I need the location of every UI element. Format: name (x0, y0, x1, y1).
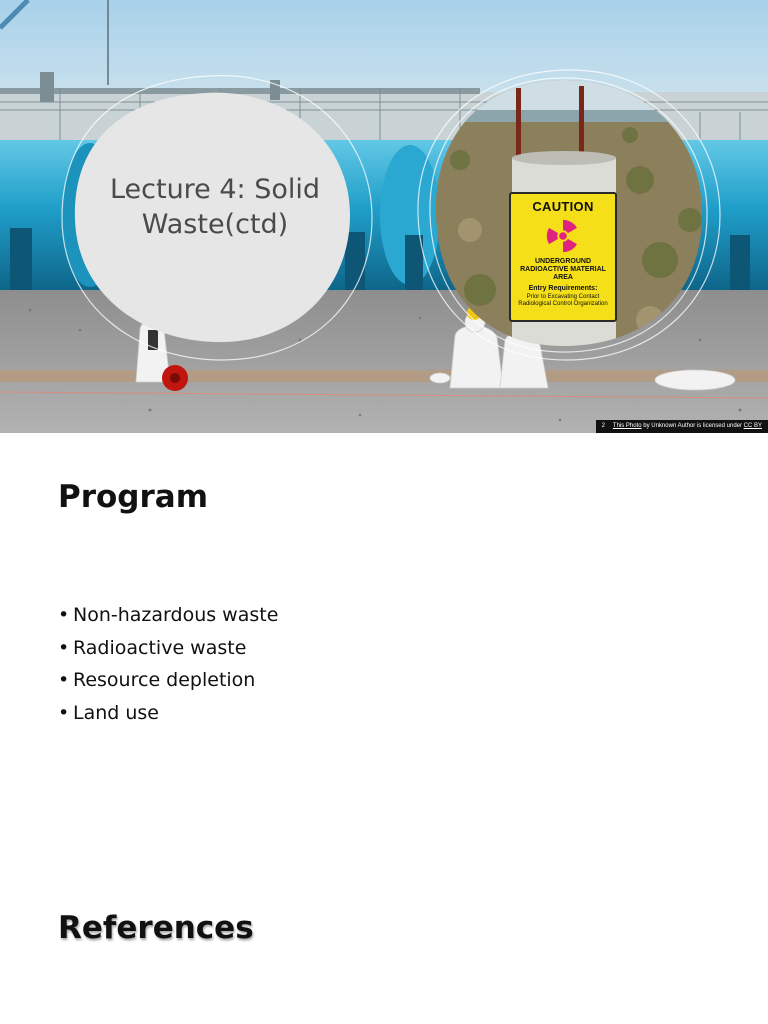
title-line-2: Waste(ctd) (141, 209, 289, 240)
bullet-item (58, 664, 278, 697)
caution-instructions-text: Prior to Excavating Contact Radiological Control Organization (518, 294, 608, 307)
bullet-icon: • (58, 701, 70, 724)
title-slide (0, 0, 768, 433)
bullet-text: Radioactive waste (73, 636, 247, 659)
bullet-text: Non-hazardous waste (73, 604, 279, 626)
photo-credit (596, 420, 768, 433)
references-slide (0, 866, 768, 1024)
program-slide (0, 433, 768, 866)
bullet-item (58, 697, 278, 730)
references-heading: References (58, 910, 254, 946)
license-link[interactable]: CC BY (743, 423, 762, 429)
bullet-item (58, 599, 278, 632)
bullet-icon: • (58, 636, 70, 659)
bullet-item (58, 632, 278, 665)
program-bullet-list (58, 599, 278, 729)
caution-sign (509, 192, 617, 322)
bullet-icon: • (58, 604, 70, 626)
program-heading: Program (58, 479, 209, 515)
caution-area-text: UNDERGROUND RADIOACTIVE MATERIAL AREA (520, 258, 606, 281)
bullet-text: Resource depletion (73, 669, 256, 691)
credit-marker: 2 (601, 423, 605, 429)
caution-entry-text: Entry Requirements: (528, 285, 598, 292)
credit-text: by Unknown Author is licensed under (641, 423, 744, 429)
caution-heading: CAUTION (532, 199, 594, 214)
radiation-symbol-icon (544, 217, 582, 255)
photo-link[interactable]: This Photo (612, 423, 642, 429)
bullet-text: Land use (73, 701, 160, 724)
title-line-1: Lecture 4: Solid (109, 174, 321, 205)
bullet-icon: • (58, 669, 70, 691)
presentation-title (90, 172, 340, 242)
